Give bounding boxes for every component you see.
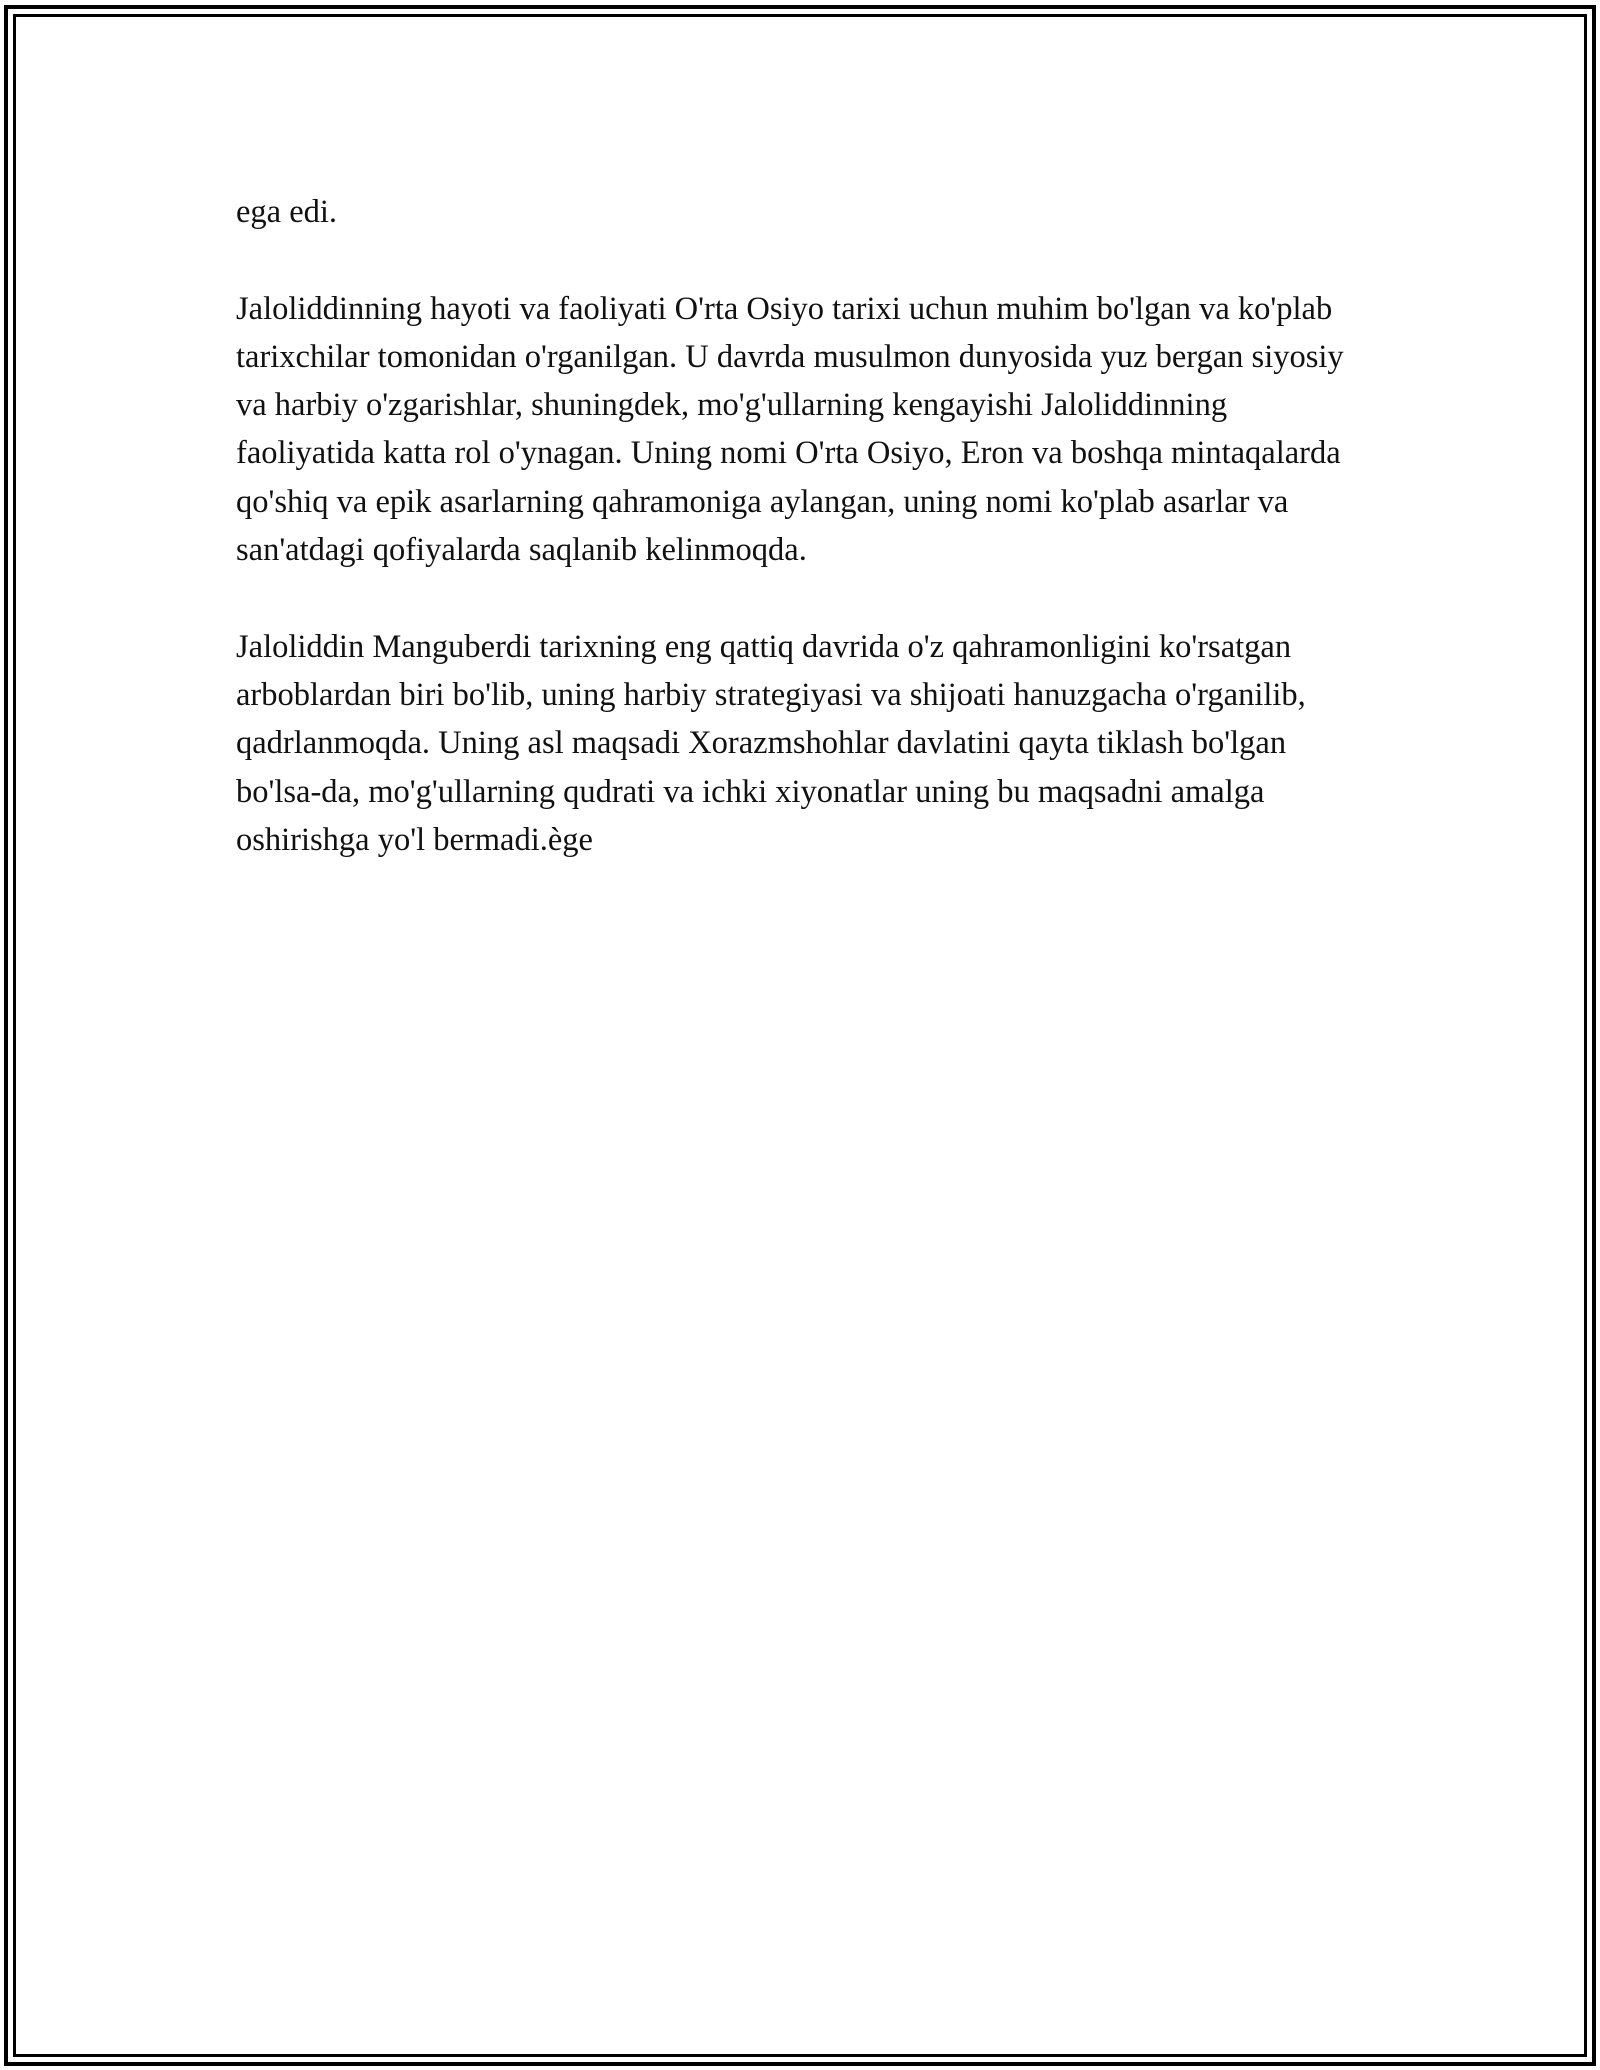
- paragraph-1: ega edi.: [236, 194, 338, 230]
- paragraph-2: Jaloliddinning hayoti va faoliyati O'rta Osiyo tarixi uchun muhim bo'lgan va ko'plab tarixchilar tomonidan o'rganilgan. U davrda musulmon dunyosida yuz bergan siyosiy va harbiy o'zgarishlar, shuningdek, mo'g'ullarning kengayishi Jaloliddinning faoliyatida katta rol o'ynagan. Uning nomi O'rta Osiyo, Eron va boshqa mintaqalarda qo'shiq va epik asarlarning qahramoniga aylangan, uning nomi ko'plab asarlar va san'atdagi qofiyalarda saqlanib kelinmoqda.: [236, 290, 1344, 569]
- document-body: [236, 188, 1366, 864]
- paragraph-3: Jaloliddin Manguberdi tarixning eng qattiq davrida o'z qahramonligini ko'rsatgan arboblardan biri bo'lib, uning harbiy strategiyasi va shijoati hanuzgacha o'rganilib, qadrlanmoqda. Uning asl maqsadi Xorazmshohlar davlatini qayta tiklash bo'lgan bo'lsa-da, mo'g'ullarning qudrati va ichki xiyonatlar uning bu maqsadni amalga oshirishga yo'l bermadi.ège: [236, 628, 1306, 858]
